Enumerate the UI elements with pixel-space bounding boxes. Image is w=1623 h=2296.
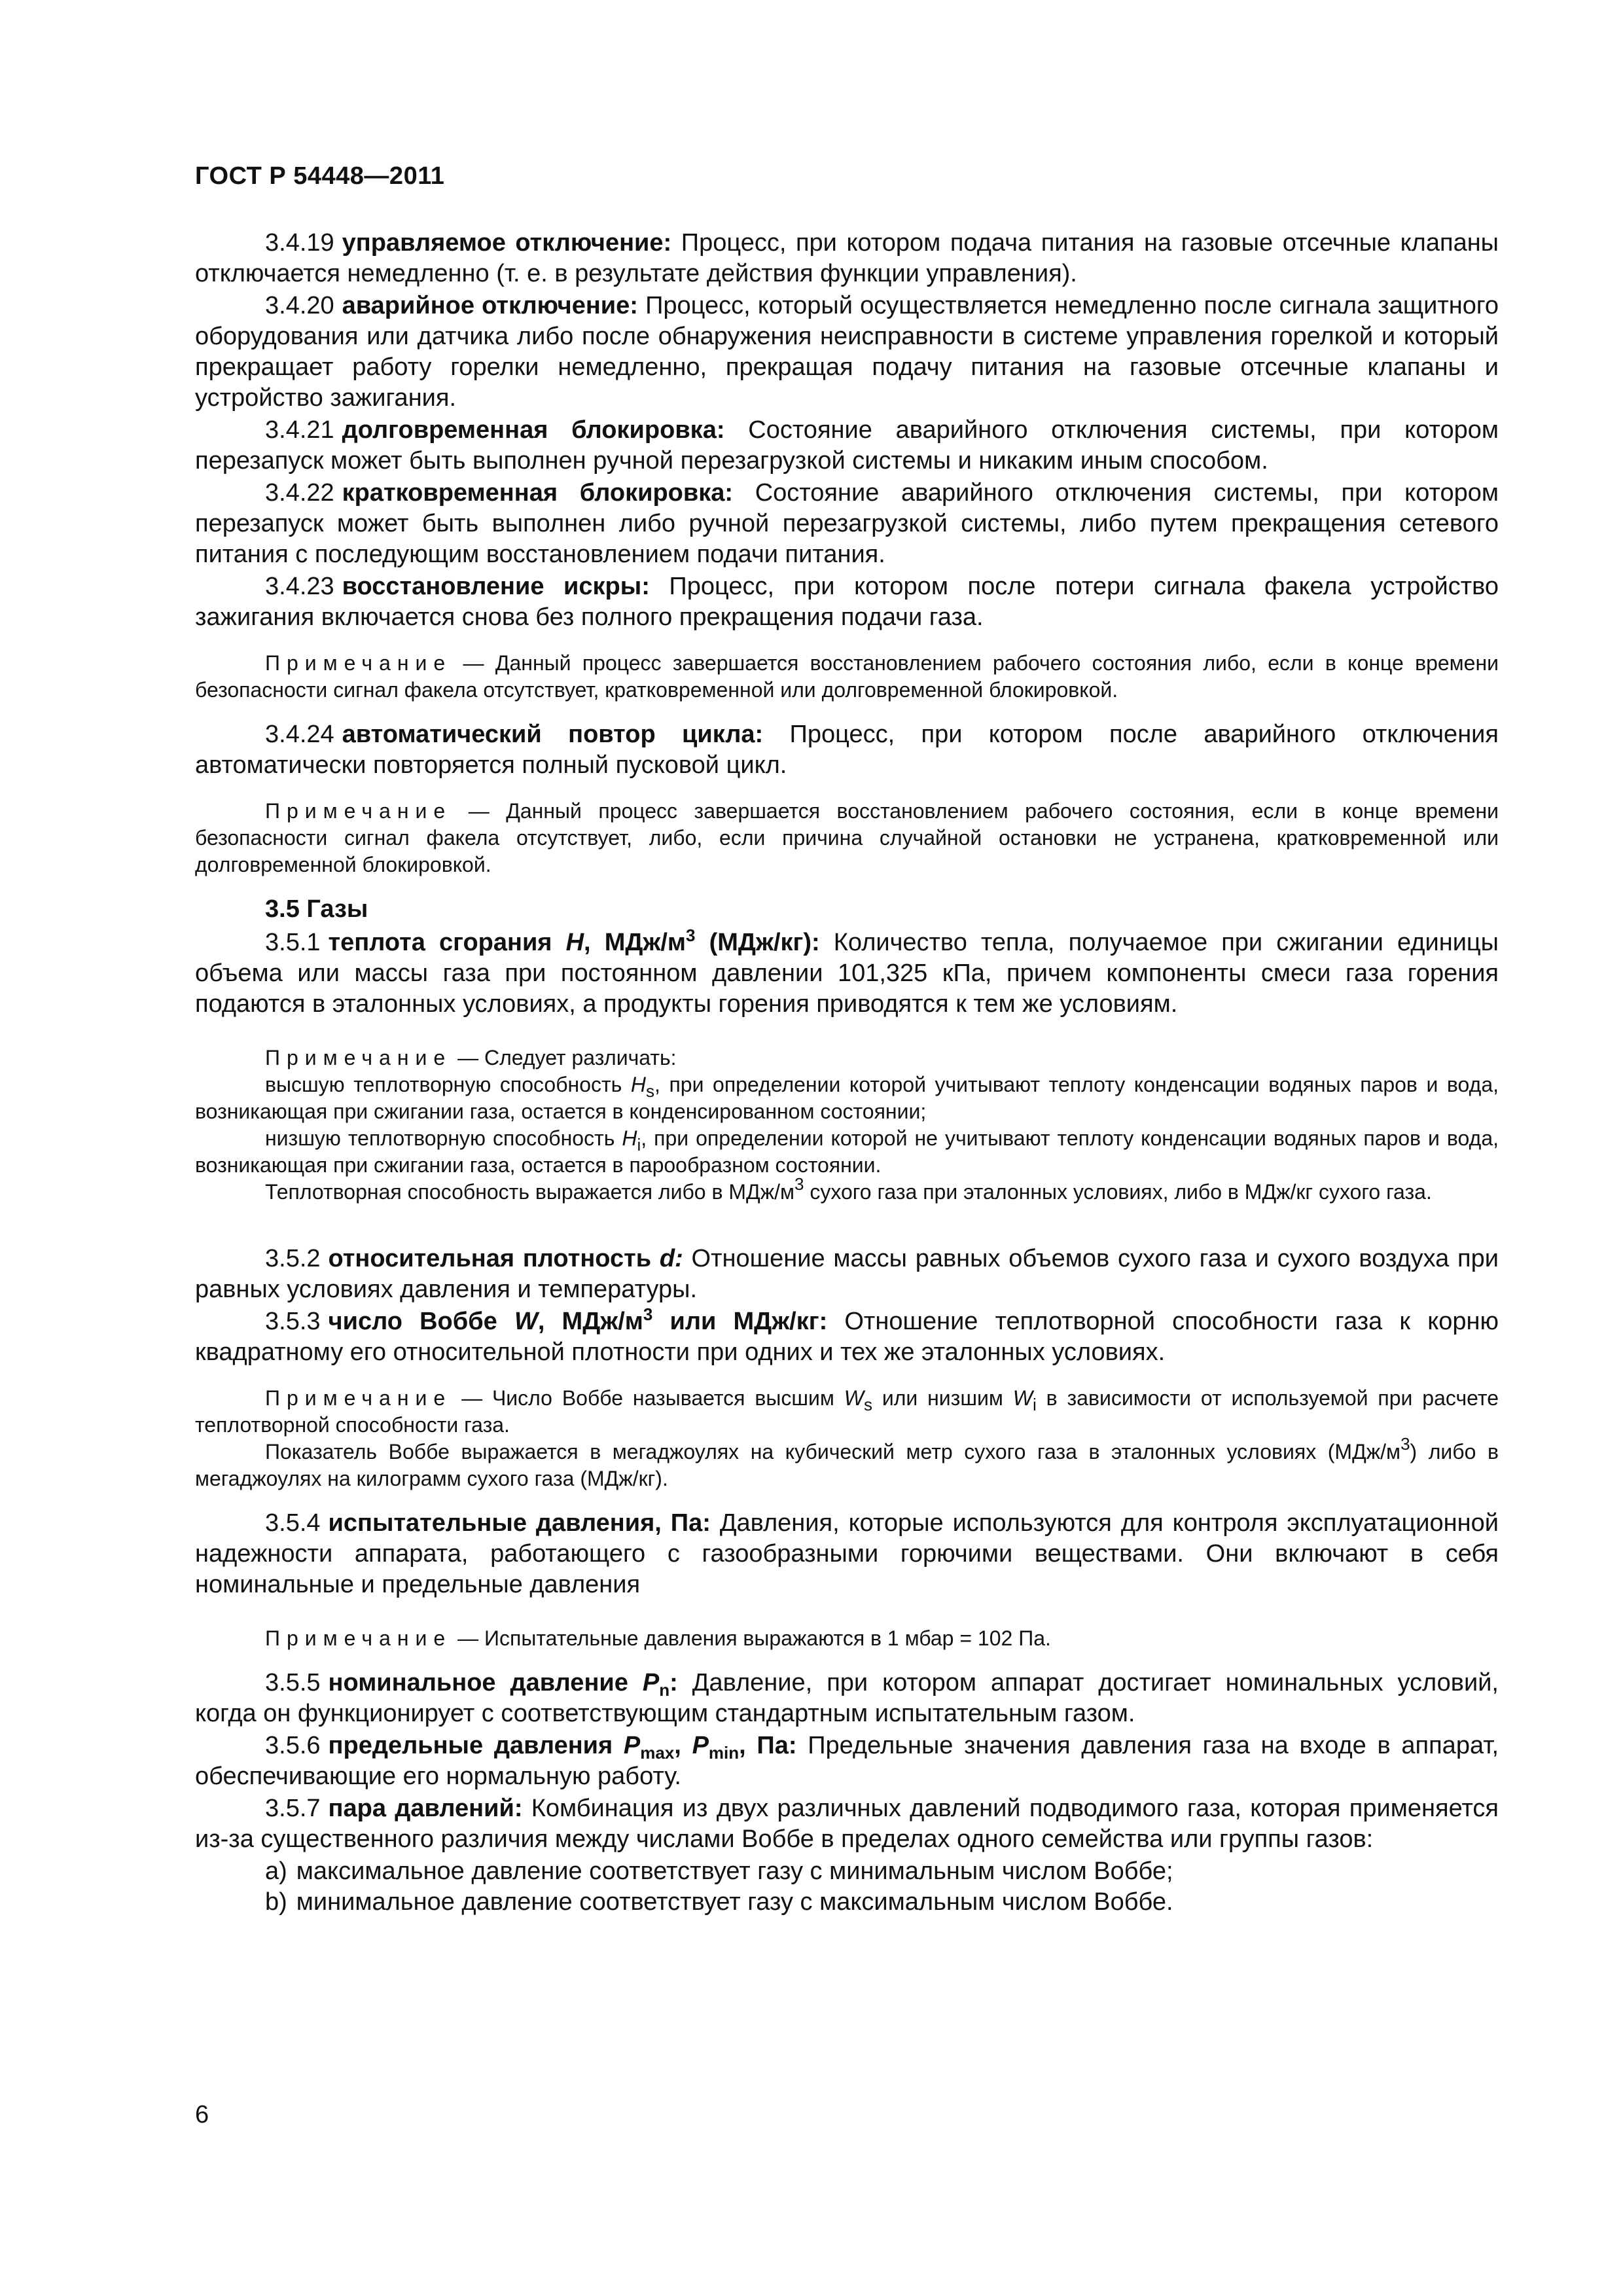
- note-label: Примечание: [265, 799, 452, 823]
- note-3-5-1-lower: низшую теплотворную способность $H_i$, при определении которой не учитывают теплоту конденсации водяных паров и вода, возникающая при сжигании газа, остается в парообразном состоянии.: [195, 1126, 1499, 1177]
- clause-number: 3.4.23: [265, 573, 334, 600]
- note-3-5-3-wobbe: Показатель Воббе выражается в мегаджоулях на кубический метр сухого газа в эталонных условиях $(МДж/м^3)$ либо в мегаджоулях на килограмм сухого газа (МДж/кг).: [195, 1434, 1499, 1490]
- note-3-4-24: [195, 798, 1499, 878]
- clause-number: 3.4.24: [265, 721, 334, 748]
- clause-text: Процесс, при котором после потери сигнала факела устройство зажигания включается снова без полного прекращения подачи газа.: [195, 573, 1499, 631]
- clause-3-5-3: [195, 1306, 1499, 1368]
- clause-number: 3.5.1: [265, 929, 321, 956]
- note-3-5-1-units: Теплотворная способность выражается либо в МДж/$м^3$ сухого газа при эталонных условиях, либо в МДж/кг сухого газа.: [265, 1174, 1432, 1204]
- note-text: — Данный процесс завершается восстановлением рабочего состояния либо, если в конце времени безопасности сигнал факела отсутствует, кратковременной или долговременной блокировкой.: [195, 651, 1499, 702]
- note-text: — Данный процесс завершается восстановлением рабочего состояния, если в конце времени безопасности сигнал факела отсутствует, либо, если причина случайной остановки не устранена, кратковременной или долговременной блокировкой.: [195, 799, 1499, 876]
- clause-text: Давления, которые используются для контроля эксплуатационной надежности аппарата, работающего с газообразными горючими веществами. Они включают в себя номинальные и предельные давления: [195, 1509, 1499, 1598]
- note-3-5-1: [195, 1045, 1499, 1071]
- clause-3-4-21: [195, 415, 1499, 476]
- clause-text: Давление, при котором аппарат достигает номинальных условий, когда он функционирует с соответствующим стандартным испытательным газом.: [195, 1669, 1499, 1727]
- list-item: [195, 1856, 1499, 1887]
- clause-text: Комбинация из двух различных давлений подводимого газа, которая применяется из-за существенного различия между числами Воббе в пределах одного семейства или группы газов:: [195, 1795, 1499, 1853]
- clause-term: восстановление искры:: [342, 573, 650, 600]
- clause-3-5-6: [195, 1731, 1499, 1792]
- clause-3-5-4: [195, 1508, 1499, 1600]
- clause-term: предельные давления $P_{max}$, $P_{min}$, Па:: [328, 1732, 797, 1763]
- clause-number: 3.5.2: [265, 1245, 321, 1272]
- clause-term: относительная плотность d:: [328, 1245, 683, 1272]
- clause-number: 3.5.5: [265, 1669, 321, 1696]
- clause-text: Процесс, который осуществляется немедленно после сигнала защитного оборудования или датчика либо после обнаружения неисправности в системе управления горелкой и который прекращает работу горелки немедленно, прекращая подачу питания на газовые отсечные клапаны и устройство зажигания.: [195, 292, 1499, 412]
- clause-term: кратковременная блокировка:: [342, 479, 734, 507]
- clause-number: 3.5.4: [265, 1509, 321, 1537]
- document-header: ГОСТ Р 54448—2011: [195, 162, 445, 190]
- clause-3-4-22: [195, 478, 1499, 570]
- clause-3-4-20: [195, 291, 1499, 414]
- clause-number: 3.4.22: [265, 479, 334, 507]
- clause-term: теплота сгорания H, МДж/$м^3$ (МДж/кг):: [328, 925, 820, 956]
- clause-text: Количество тепла, получаемое при сжигании единицы объема или массы газа при постоянном давлении 101,325 кПа, причем компоненты смеси газа горения подаются в эталонных условиях, а продукты горения приводятся к тем же условиям.: [195, 929, 1499, 1018]
- clause-term: число Воббе W, МДж/$м^3$ или МДж/кг:: [328, 1304, 828, 1335]
- note-3-5-1-higher: высшую теплотворную способность $H_s$, при определении которой учитывают теплоту конденсации водяных паров и вода, возникающая при сжигании газа, остается в конденсированном состоянии;: [195, 1073, 1499, 1123]
- section-title: 3.5 Газы: [265, 895, 368, 923]
- clause-number: 3.4.21: [265, 416, 334, 444]
- clause-text: Процесс, при котором после аварийного отключения автоматически повторяется полный пусковой цикл.: [195, 721, 1499, 779]
- note-text: — Испытательные давления выражаются в 1 мбар = 102 Па.: [452, 1626, 1051, 1650]
- clause-term: номинальное давление $P_n$:: [328, 1669, 678, 1700]
- note-label: Примечание: [265, 1046, 452, 1069]
- clause-3-4-23: [195, 571, 1499, 633]
- clause-3-5-5: [195, 1668, 1499, 1729]
- list-text: минимальное давление соответствует газу с максимальным числом Воббе.: [296, 1888, 1173, 1916]
- clause-term: испытательные давления, Па:: [328, 1509, 711, 1537]
- page-number: 6: [195, 2101, 209, 2128]
- list-marker: a): [265, 1857, 287, 1885]
- clause-3-4-24: [195, 719, 1499, 781]
- note-3-5-3: Примечание — Число Воббе называется высшим $W_s$ или низшим $W_i$ в зависимости от используемой при расчете теплотворной способности газа.: [195, 1386, 1499, 1437]
- note-label: Примечание: [265, 1626, 452, 1650]
- clause-term: автоматический повтор цикла:: [342, 721, 764, 748]
- clause-text: Процесс, при котором подача питания на газовые отсечные клапаны отключается немедленно (т. е. в результате действия функции управления).: [195, 229, 1499, 287]
- clause-3-5-1: [195, 927, 1499, 1020]
- list-item: [195, 1887, 1499, 1918]
- clause-term: аварийное отключение:: [342, 292, 638, 319]
- clause-3-4-19: [195, 228, 1499, 289]
- list-text: максимальное давление соответствует газу с минимальным числом Воббе;: [296, 1857, 1173, 1885]
- clause-3-5-7: [195, 1793, 1499, 1855]
- clause-text: Отношение массы равных объемов сухого газа и сухого воздуха при равных условиях давления и температуры.: [195, 1245, 1499, 1303]
- clause-text: Отношение теплотворной способности газа к корню квадратному его относительной плотности при одних и тех же эталонных условиях.: [195, 1308, 1499, 1366]
- clause-term: долговременная блокировка:: [342, 416, 725, 444]
- note-label: Примечание: [265, 651, 452, 675]
- clause-term: управляемое отключение:: [342, 229, 672, 257]
- note-text: — Следует различать:: [452, 1046, 677, 1069]
- note-3-5-4: [195, 1625, 1499, 1652]
- document-body: [195, 228, 1499, 1918]
- clause-number: 3.5.7: [265, 1795, 321, 1822]
- note-label: Примечание: [265, 1386, 452, 1410]
- clause-number: 3.4.20: [265, 292, 334, 319]
- clause-number: 3.5.3: [265, 1308, 321, 1335]
- clause-text: Состояние аварийного отключения системы, при котором перезапуск может быть выполнен либо ручной перезагрузкой системы, либо путем прекращения сетевого питания с последующим восстановлением подачи питания.: [195, 479, 1499, 568]
- clause-number: 3.5.6: [265, 1732, 321, 1759]
- clause-text: Предельные значения давления газа на входе в аппарат, обеспечивающие его нормальную работу.: [195, 1732, 1499, 1790]
- clause-number: 3.4.19: [265, 229, 334, 257]
- clause-term: пара давлений:: [328, 1795, 523, 1822]
- list-marker: b): [265, 1888, 287, 1916]
- clause-3-5-2: [195, 1244, 1499, 1305]
- note-3-4-23: [195, 650, 1499, 704]
- clause-text: Состояние аварийного отключения системы, при котором перезапуск может быть выполнен ручной перезагрузкой системы и никаким иным способом.: [195, 416, 1499, 475]
